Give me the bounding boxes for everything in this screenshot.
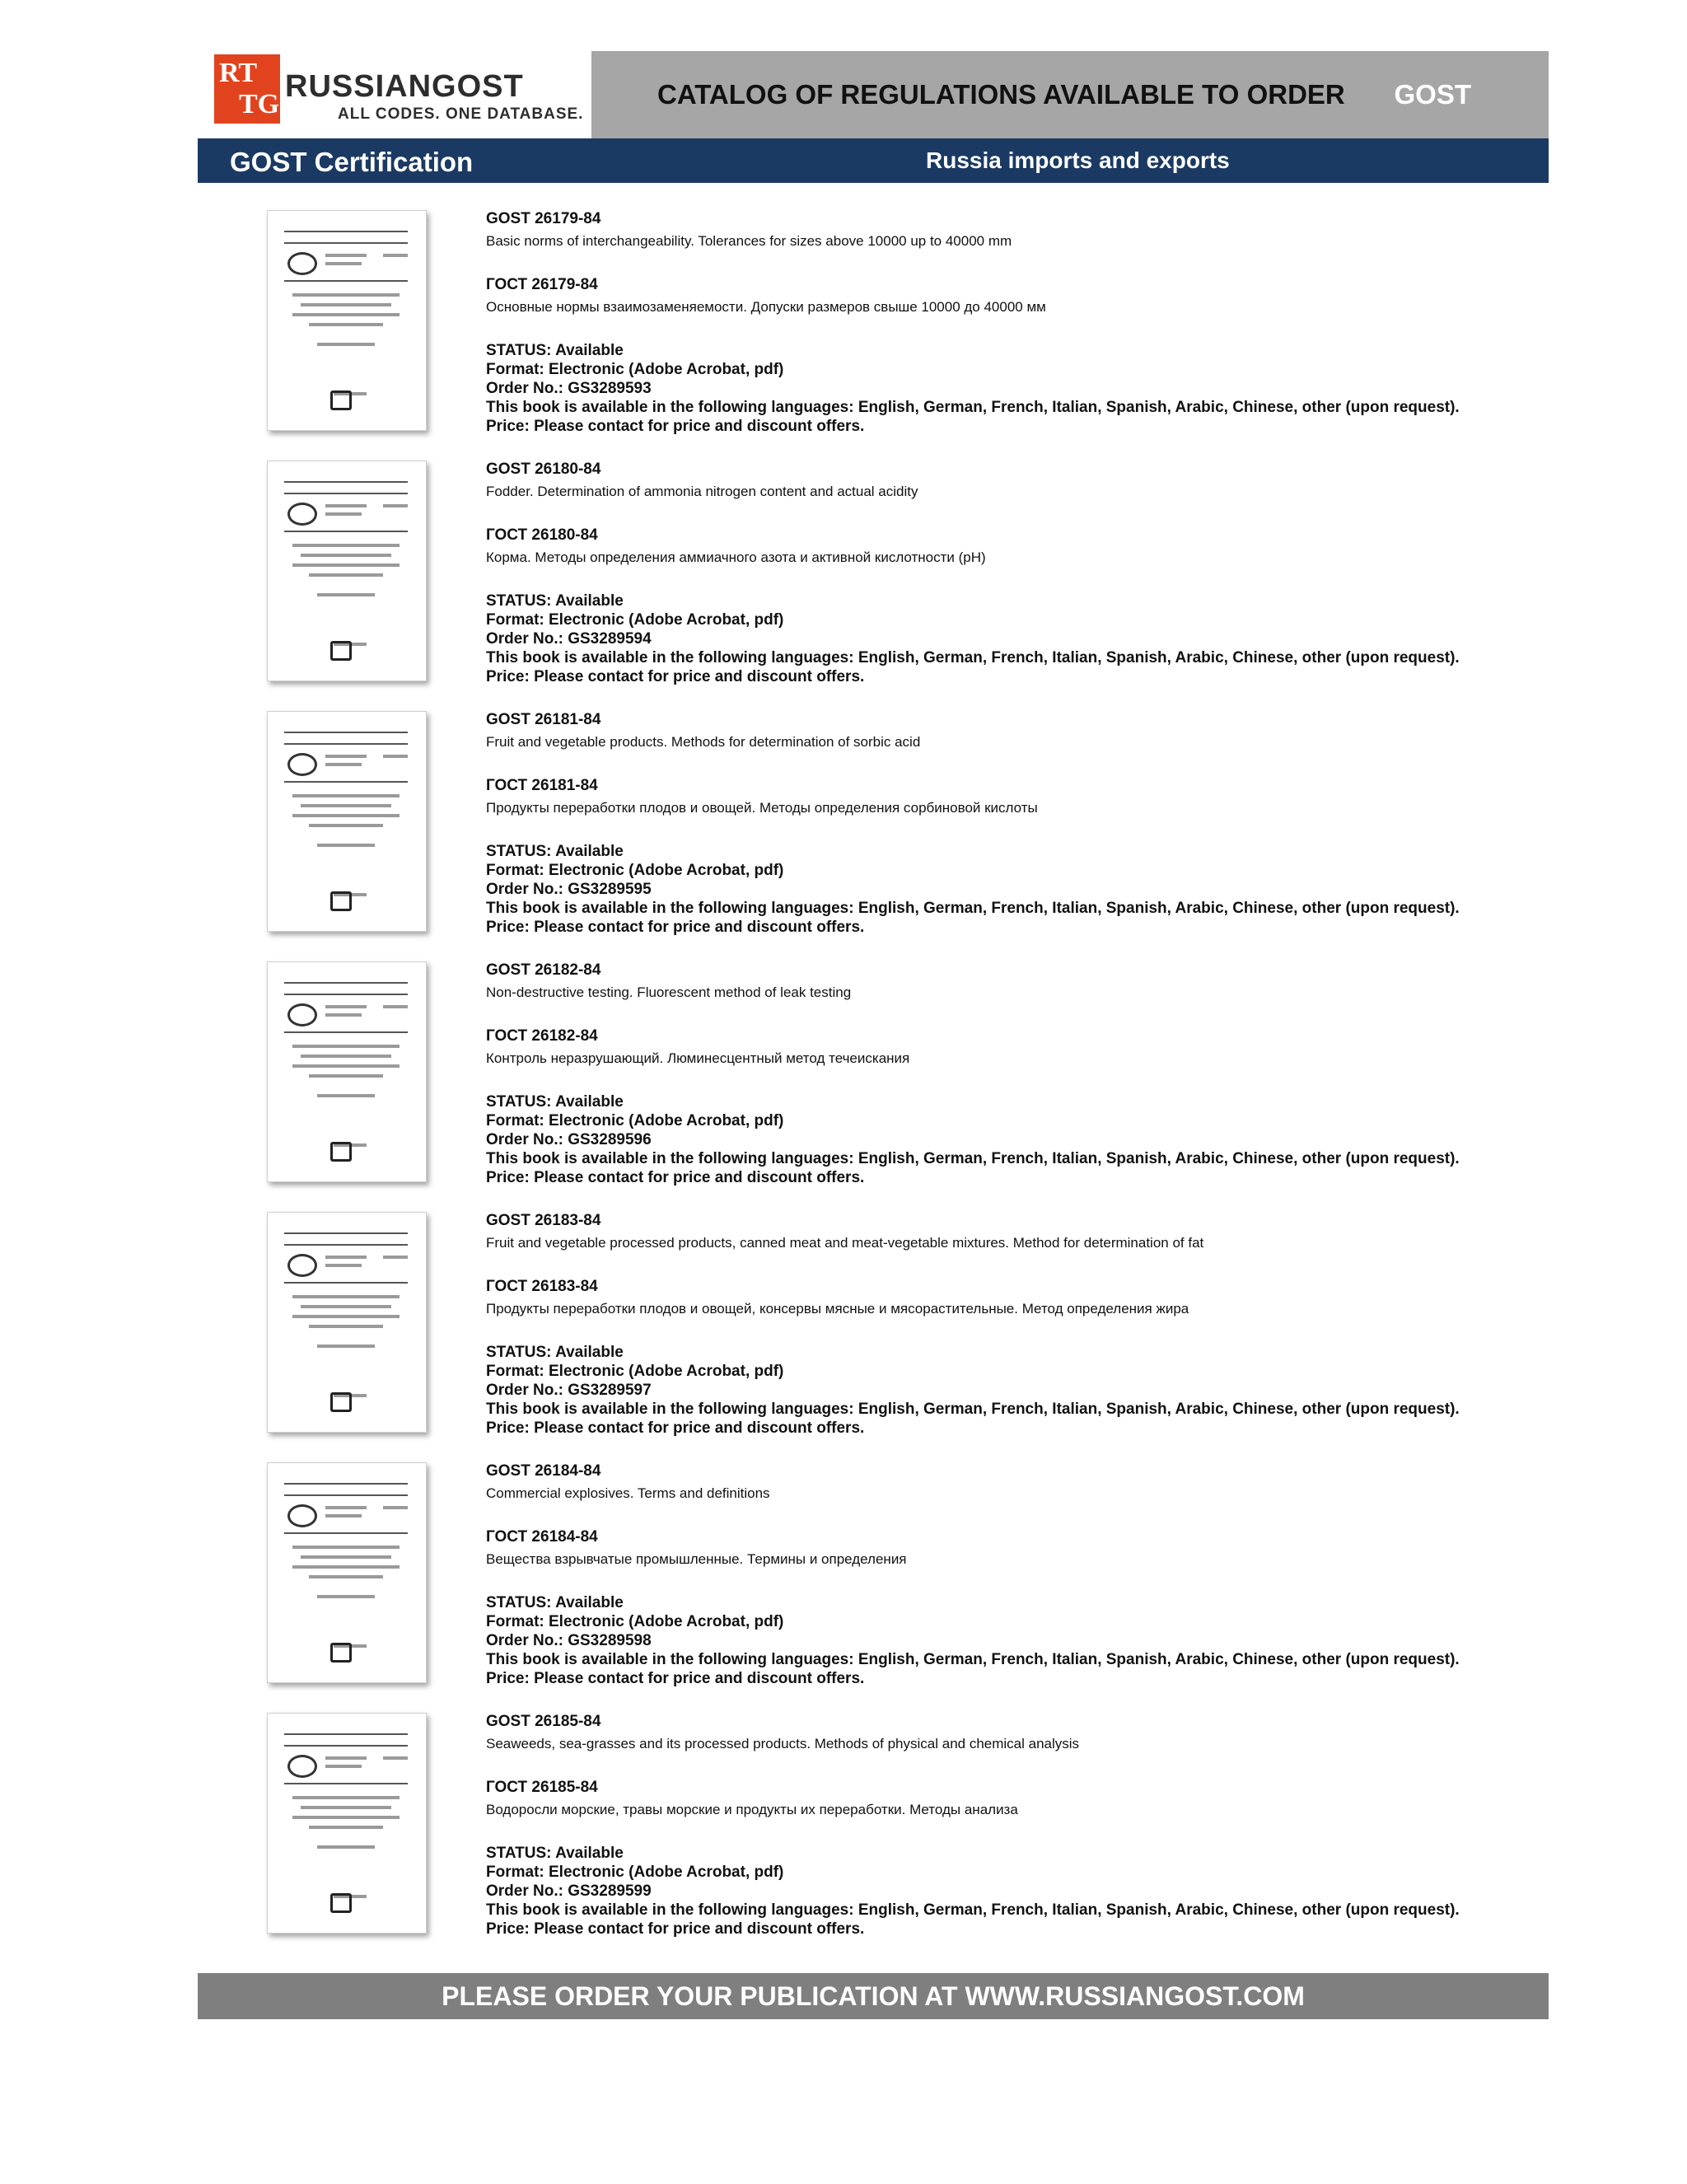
thumbnail-detail [330, 1893, 352, 1913]
document-cover-thumbnail[interactable] [267, 461, 427, 681]
thumbnail-detail [325, 254, 367, 257]
document-cover-thumbnail[interactable] [267, 1212, 427, 1433]
thumbnail-detail [284, 1244, 408, 1246]
document-cover-thumbnail[interactable] [267, 1462, 427, 1683]
doc-code-ru[interactable]: ГОСТ 26179-84 [486, 276, 598, 293]
category-certification[interactable]: GOST Certification [230, 147, 474, 177]
doc-title-en: Fruit and vegetable processed products, canned meat and meat-vegetable mixtures. Method for determination of fat [486, 1235, 1204, 1251]
thumbnail-detail [284, 1532, 408, 1534]
page-header [198, 51, 1549, 138]
doc-price: Price: Please contact for price and discount offers. [486, 1670, 865, 1687]
doc-order-number: Order No.: GS3289596 [486, 1131, 652, 1148]
thumbnail-detail [284, 1031, 408, 1033]
doc-order-number: Order No.: GS3289595 [486, 881, 652, 898]
document-cover-thumbnail[interactable] [267, 711, 427, 932]
thumbnail-detail [325, 763, 362, 766]
thumbnail-detail [325, 1514, 362, 1518]
thumbnail-detail [383, 1005, 408, 1008]
thumbnail-detail [325, 1756, 367, 1760]
doc-code-en[interactable]: GOST 26182-84 [486, 961, 601, 979]
thumbnail-detail [284, 242, 408, 244]
order-link[interactable]: PLEASE ORDER YOUR PUBLICATION AT WWW.RUSSIANGOST.COM [442, 1981, 1305, 2011]
thumbnail-detail [284, 982, 408, 984]
doc-title-ru: Продукты переработки плодов и овощей, консервы мясные и мясорастительные. Метод определения жира [486, 1301, 1189, 1316]
thumbnail-detail [383, 1256, 408, 1259]
thumbnail-detail [330, 1392, 352, 1412]
thumbnail-detail [284, 231, 408, 232]
thumbnail-detail [383, 1756, 408, 1760]
thumbnail-detail [325, 512, 362, 516]
order-footer [198, 1973, 1549, 2019]
thumbnail-detail [284, 531, 408, 532]
thumbnail-detail [284, 1232, 408, 1234]
thumbnail-detail [330, 391, 352, 410]
thumbnail-detail [287, 1504, 317, 1527]
thumbnail-detail [292, 1045, 400, 1048]
doc-status: STATUS: Available [486, 1093, 624, 1111]
doc-format: Format: Electronic (Adobe Acrobat, pdf) [486, 1363, 784, 1380]
thumbnail-detail [317, 343, 375, 346]
doc-format: Format: Electronic (Adobe Acrobat, pdf) [486, 1613, 784, 1630]
thumbnail-detail [284, 1733, 408, 1735]
doc-code-ru[interactable]: ГОСТ 26180-84 [486, 526, 598, 544]
doc-status: STATUS: Available [486, 1594, 624, 1611]
thumbnail-detail [309, 1575, 383, 1578]
thumbnail-detail [301, 1806, 391, 1809]
thumbnail-detail [301, 303, 391, 306]
doc-code-en[interactable]: GOST 26183-84 [486, 1212, 601, 1229]
thumbnail-detail [325, 262, 362, 265]
thumbnail-detail [383, 1506, 408, 1509]
thumbnail-detail [287, 1003, 317, 1027]
doc-order-number: Order No.: GS3289598 [486, 1632, 652, 1649]
doc-code-en[interactable]: GOST 26179-84 [486, 210, 601, 227]
thumbnail-detail [292, 794, 400, 797]
catalog-title: CATALOG OF REGULATIONS AVAILABLE TO ORDER [657, 79, 1345, 110]
doc-title-en: Non-destructive testing. Fluorescent method of leak testing [486, 984, 852, 1000]
doc-title-en: Commercial explosives. Terms and definitions [486, 1485, 770, 1501]
thumbnail-detail [301, 1305, 391, 1308]
list-item [0, 711, 1687, 961]
thumbnail-detail [325, 1256, 367, 1259]
logo-letters-bottom: TG [239, 89, 280, 119]
thumbnail-detail [301, 554, 391, 557]
thumbnail-detail [292, 313, 400, 316]
doc-price: Price: Please contact for price and discount offers. [486, 1419, 865, 1437]
thumbnail-detail [284, 781, 408, 783]
doc-code-ru[interactable]: ГОСТ 26182-84 [486, 1027, 598, 1045]
thumbnail-detail [325, 1013, 362, 1017]
thumbnail-detail [383, 254, 408, 257]
doc-code-en[interactable]: GOST 26181-84 [486, 711, 601, 728]
category-bar [198, 138, 1549, 183]
thumbnail-detail [383, 504, 408, 507]
doc-status: STATUS: Available [486, 1344, 624, 1361]
thumbnail-detail [325, 1506, 367, 1509]
thumbnail-detail [287, 1254, 317, 1277]
thumbnail-detail [309, 1325, 383, 1328]
brand-name: RUSSIANGOST [285, 69, 524, 104]
list-item [0, 1713, 1687, 1963]
catalog-banner [591, 51, 1549, 138]
thumbnail-detail [330, 641, 352, 661]
doc-price: Price: Please contact for price and discount offers. [486, 418, 865, 435]
thumbnail-detail [284, 1483, 408, 1485]
doc-title-en: Fruit and vegetable products. Methods for determination of sorbic acid [486, 734, 921, 750]
doc-languages: This book is available in the following languages: English, German, French, Italian, Spanish, Arabic, Chinese, other (upon request). [486, 1651, 1460, 1668]
thumbnail-detail [325, 504, 367, 507]
thumbnail-detail [287, 252, 317, 275]
thumbnail-detail [330, 1643, 352, 1663]
doc-price: Price: Please contact for price and discount offers. [486, 668, 865, 685]
brand-logo[interactable] [198, 51, 591, 138]
brand-tagline: ALL CODES. ONE DATABASE. [338, 105, 584, 123]
thumbnail-detail [309, 1074, 383, 1078]
catalog-tag: GOST [1394, 79, 1471, 110]
thumbnail-detail [325, 1264, 362, 1267]
doc-title-ru: Вещества взрывчатые промышленные. Термины и определения [486, 1551, 907, 1567]
thumbnail-detail [317, 1345, 375, 1348]
doc-format: Format: Electronic (Adobe Acrobat, pdf) [486, 361, 784, 378]
doc-price: Price: Please contact for price and discount offers. [486, 919, 865, 936]
thumbnail-detail [317, 593, 375, 596]
logo-letters-top: RT [219, 58, 258, 88]
doc-languages: This book is available in the following languages: English, German, French, Italian, Spanish, Arabic, Chinese, other (upon request). [486, 1901, 1460, 1919]
doc-code-en[interactable]: GOST 26185-84 [486, 1713, 601, 1730]
thumbnail-detail [292, 1796, 400, 1799]
doc-title-en: Seaweeds, sea-grasses and its processed products. Methods of physical and chemical analysis [486, 1736, 1080, 1751]
thumbnail-detail [284, 994, 408, 995]
thumbnail-detail [284, 1783, 408, 1784]
category-imports-exports[interactable]: Russia imports and exports [926, 147, 1230, 173]
doc-order-number: Order No.: GS3289594 [486, 630, 652, 648]
thumbnail-detail [317, 1094, 375, 1097]
list-item [0, 1462, 1687, 1713]
doc-code-en[interactable]: GOST 26184-84 [486, 1462, 601, 1480]
doc-format: Format: Electronic (Adobe Acrobat, pdf) [486, 1112, 784, 1129]
thumbnail-detail [287, 1755, 317, 1778]
doc-languages: This book is available in the following languages: English, German, French, Italian, Spanish, Arabic, Chinese, other (upon request). [486, 1401, 1460, 1418]
thumbnail-detail [292, 1565, 400, 1569]
doc-status: STATUS: Available [486, 1845, 624, 1862]
doc-order-number: Order No.: GS3289593 [486, 380, 652, 397]
thumbnail-detail [292, 814, 400, 817]
thumbnail-detail [284, 1745, 408, 1747]
doc-title-ru: Основные нормы взаимозаменяемости. Допуски размеров свыше 10000 до 40000 мм [486, 299, 1046, 315]
doc-title-ru: Водоросли морские, травы морские и продукты их переработки. Методы анализа [486, 1802, 1018, 1817]
thumbnail-detail [330, 1142, 352, 1162]
doc-status: STATUS: Available [486, 843, 624, 860]
thumbnail-detail [317, 1595, 375, 1598]
thumbnail-detail [330, 891, 352, 911]
doc-languages: This book is available in the following languages: English, German, French, Italian, Spanish, Arabic, Chinese, other (upon request). [486, 399, 1460, 416]
doc-status: STATUS: Available [486, 592, 624, 610]
doc-code-ru[interactable]: ГОСТ 26185-84 [486, 1779, 598, 1796]
thumbnail-detail [292, 1546, 400, 1549]
thumbnail-detail [309, 824, 383, 827]
doc-languages: This book is available in the following languages: English, German, French, Italian, Spanish, Arabic, Chinese, other (upon request). [486, 1150, 1460, 1167]
doc-format: Format: Electronic (Adobe Acrobat, pdf) [486, 611, 784, 629]
logo-mark-icon [214, 54, 280, 124]
document-cover-thumbnail[interactable] [267, 210, 427, 431]
thumbnail-detail [292, 1064, 400, 1068]
doc-title-ru: Контроль неразрушающий. Люминесцентный метод течеискания [486, 1050, 910, 1066]
thumbnail-detail [301, 1055, 391, 1058]
doc-code-ru[interactable]: ГОСТ 26184-84 [486, 1528, 598, 1546]
thumbnail-detail [292, 1295, 400, 1298]
thumbnail-detail [325, 1765, 362, 1768]
doc-languages: This book is available in the following languages: English, German, French, Italian, Spanish, Arabic, Chinese, other (upon request). [486, 649, 1460, 666]
doc-code-ru[interactable]: ГОСТ 26183-84 [486, 1278, 598, 1295]
thumbnail-detail [325, 755, 367, 758]
document-cover-thumbnail[interactable] [267, 1713, 427, 1934]
thumbnail-detail [284, 493, 408, 494]
thumbnail-detail [309, 1826, 383, 1829]
thumbnail-detail [325, 1005, 367, 1008]
thumbnail-detail [301, 1555, 391, 1559]
thumbnail-detail [292, 1816, 400, 1819]
thumbnail-detail [287, 503, 317, 526]
list-item [0, 961, 1687, 1212]
thumbnail-detail [284, 280, 408, 282]
thumbnail-detail [292, 564, 400, 567]
thumbnail-detail [284, 1282, 408, 1284]
doc-code-en[interactable]: GOST 26180-84 [486, 461, 601, 478]
thumbnail-detail [284, 481, 408, 483]
list-item [0, 210, 1687, 461]
thumbnail-detail [292, 544, 400, 547]
thumbnail-detail [309, 323, 383, 326]
thumbnail-detail [317, 844, 375, 847]
thumbnail-detail [284, 732, 408, 733]
doc-code-ru[interactable]: ГОСТ 26181-84 [486, 777, 598, 794]
doc-format: Format: Electronic (Adobe Acrobat, pdf) [486, 1864, 784, 1881]
doc-status: STATUS: Available [486, 342, 624, 359]
doc-languages: This book is available in the following languages: English, German, French, Italian, Spanish, Arabic, Chinese, other (upon request). [486, 900, 1460, 917]
doc-title-ru: Продукты переработки плодов и овощей. Методы определения сорбиновой кислоты [486, 800, 1038, 816]
thumbnail-detail [292, 1315, 400, 1318]
doc-title-en: Basic norms of interchangeability. Tolerances for sizes above 10000 up to 40000 mm [486, 233, 1012, 249]
thumbnail-detail [284, 743, 408, 745]
doc-order-number: Order No.: GS3289597 [486, 1382, 652, 1399]
doc-title-en: Fodder. Determination of ammonia nitrogen content and actual acidity [486, 484, 918, 499]
doc-price: Price: Please contact for price and discount offers. [486, 1169, 865, 1186]
thumbnail-detail [301, 804, 391, 807]
thumbnail-detail [309, 573, 383, 577]
thumbnail-detail [383, 755, 408, 758]
thumbnail-detail [287, 753, 317, 776]
list-item [0, 1212, 1687, 1462]
doc-format: Format: Electronic (Adobe Acrobat, pdf) [486, 862, 784, 879]
doc-order-number: Order No.: GS3289599 [486, 1882, 652, 1900]
thumbnail-detail [317, 1845, 375, 1849]
thumbnail-detail [284, 1494, 408, 1496]
thumbnail-detail [292, 293, 400, 297]
document-cover-thumbnail[interactable] [267, 961, 427, 1182]
list-item [0, 461, 1687, 711]
doc-price: Price: Please contact for price and discount offers. [486, 1920, 865, 1938]
doc-title-ru: Корма. Методы определения аммиачного азота и активной кислотности (pH) [486, 550, 986, 565]
